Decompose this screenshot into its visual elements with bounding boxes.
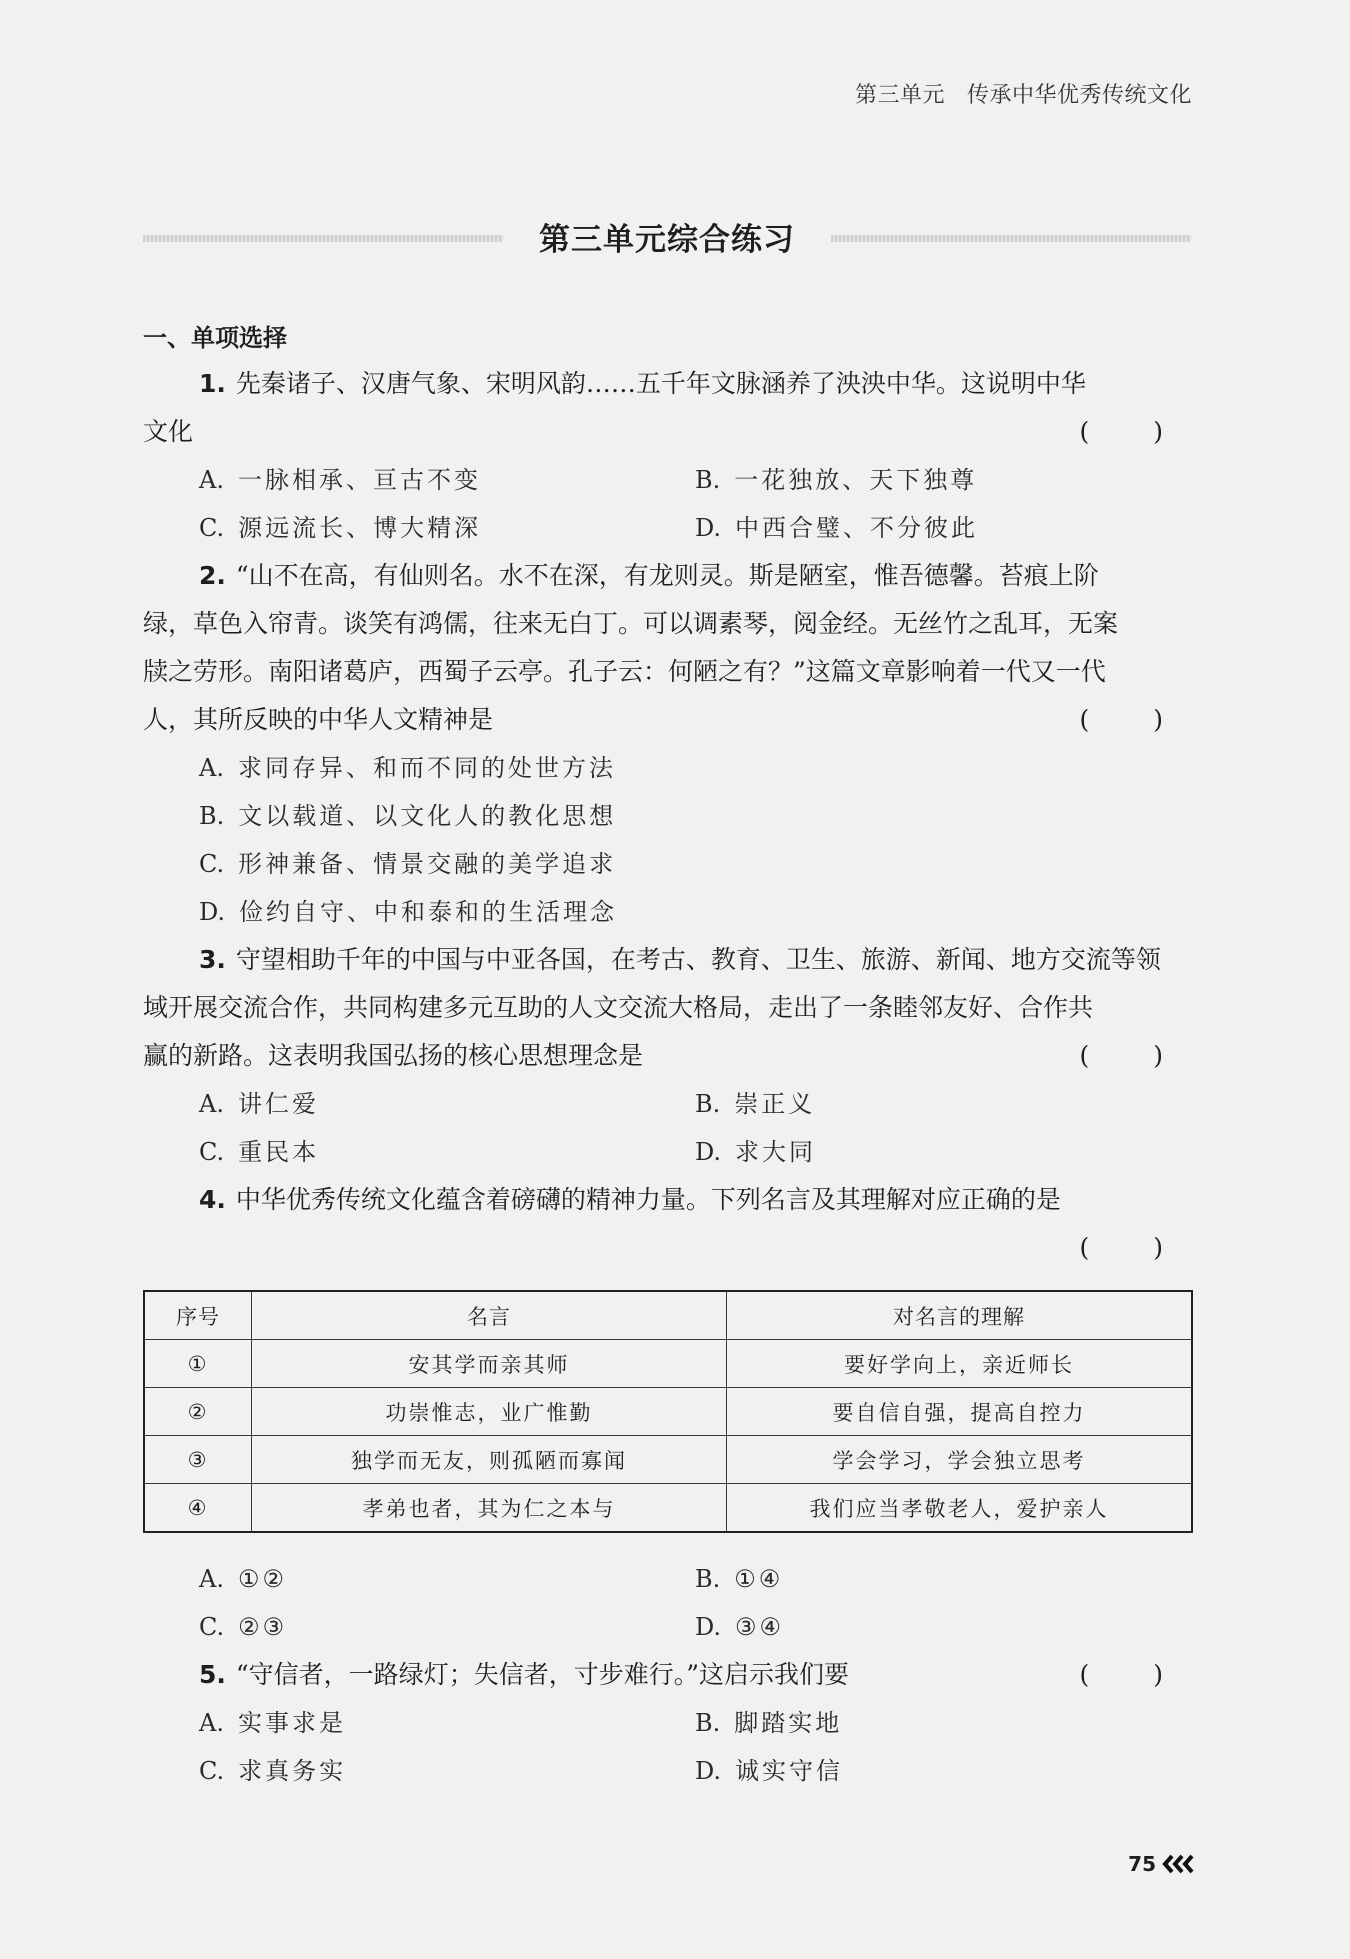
- option-a[interactable]: [143, 1080, 695, 1128]
- option-d[interactable]: [695, 1128, 1191, 1176]
- option-text: ①④: [734, 1565, 784, 1593]
- question-number: 2.: [199, 561, 226, 590]
- unit-label: 第三单元: [854, 83, 945, 108]
- row-understanding: 学会学习，学会独立思考: [727, 1436, 1193, 1484]
- options-row: [143, 504, 1191, 552]
- question-line: [143, 1176, 1191, 1224]
- option-letter: C.: [199, 514, 225, 542]
- question-text: 文化: [143, 417, 194, 446]
- option-text: 中西合璧、不分彼此: [735, 514, 979, 542]
- page-title: 第三单元综合练习: [539, 222, 795, 258]
- question-4: [143, 1176, 1191, 1651]
- option-text: 一花独放、天下独尊: [734, 466, 978, 494]
- option-letter: B.: [695, 1565, 721, 1593]
- column-header-understanding: 对名言的理解: [727, 1291, 1193, 1340]
- table-header-row: [144, 1291, 1192, 1340]
- option-text: 脚踏实地: [734, 1709, 843, 1737]
- option-letter: A.: [199, 754, 224, 782]
- table-row: [144, 1436, 1192, 1484]
- row-understanding: 要好学向上，亲近师长: [727, 1340, 1193, 1388]
- question-text: 守望相助千年的中国与中亚各国，在考古、教育、卫生、旅游、新闻、地方交流等领: [235, 945, 1161, 974]
- column-header-quote: 名言: [252, 1291, 727, 1340]
- option-text: 文以载道、以文化人的教化思想: [238, 802, 617, 830]
- row-index: ③: [144, 1436, 252, 1484]
- option-text: ③④: [735, 1613, 785, 1641]
- option-text: 一脉相承、亘古不变: [237, 466, 481, 494]
- answer-blank[interactable]: ( ): [1079, 1233, 1191, 1262]
- option-letter: D.: [695, 1613, 722, 1641]
- unit-title: 传承中华优秀传统文化: [966, 83, 1192, 108]
- options-row: [143, 1699, 1191, 1747]
- option-d[interactable]: [143, 888, 1191, 936]
- option-d[interactable]: [695, 504, 1191, 552]
- question-line: [143, 408, 1191, 456]
- option-text: 重民本: [238, 1138, 320, 1166]
- options-row: [143, 1555, 1191, 1603]
- question-text: 中华优秀传统文化蕴含着磅礴的精神力量。下列名言及其理解对应正确的是: [235, 1185, 1061, 1214]
- options-row: [143, 456, 1191, 504]
- row-quote: 独学而无友，则孤陋而寡闻: [252, 1436, 727, 1484]
- option-text: 崇正义: [734, 1090, 816, 1118]
- options-row: [143, 1128, 1191, 1176]
- option-b[interactable]: [695, 456, 1191, 504]
- option-c[interactable]: [143, 1128, 695, 1176]
- question-number: 3.: [199, 945, 226, 974]
- quotes-table: [143, 1290, 1193, 1533]
- options-row: [143, 1603, 1191, 1651]
- table-row: [144, 1340, 1192, 1388]
- option-c[interactable]: [143, 840, 1191, 888]
- title-rule-right: [831, 235, 1191, 242]
- options-row: [143, 1747, 1191, 1795]
- running-header: [855, 78, 1192, 109]
- question-text: “山不在高，有仙则名。水不在深，有龙则灵。斯是陋室，惟吾德馨。苔痕上阶: [235, 561, 1099, 590]
- options-row: [143, 1080, 1191, 1128]
- answer-blank[interactable]: ( ): [1079, 1660, 1191, 1689]
- section-title: 一、单项选择: [143, 324, 287, 352]
- question-line: [143, 984, 1191, 1032]
- question-line: [143, 696, 1191, 744]
- row-index: ②: [144, 1388, 252, 1436]
- option-a[interactable]: [143, 1699, 695, 1747]
- option-text: 诚实守信: [735, 1757, 844, 1785]
- table-row: [144, 1388, 1192, 1436]
- option-a[interactable]: [143, 1555, 695, 1603]
- question-line: [143, 360, 1191, 408]
- option-letter: C.: [199, 1138, 225, 1166]
- option-a[interactable]: [143, 744, 1191, 792]
- questions: [143, 360, 1191, 1795]
- question-text: “守信者，一路绿灯；失信者，寸步难行。”这启示我们要: [235, 1660, 849, 1689]
- answer-blank[interactable]: ( ): [1079, 705, 1191, 734]
- question-line: [143, 1032, 1191, 1080]
- option-text: ②③: [238, 1613, 288, 1641]
- option-letter: A.: [199, 1709, 224, 1737]
- option-b[interactable]: [143, 792, 1191, 840]
- option-letter: C.: [199, 1613, 225, 1641]
- question-text: 先秦诸子、汉唐气象、宋明风韵……五千年文脉涵养了泱泱中华。这说明中华: [235, 369, 1086, 398]
- row-quote: 孝弟也者，其为仁之本与: [252, 1484, 727, 1533]
- option-letter: C.: [199, 1757, 225, 1785]
- option-text: 求大同: [735, 1138, 817, 1166]
- option-b[interactable]: [695, 1080, 1191, 1128]
- question-text: 域开展交流合作，共同构建多元互助的人文交流大格局，走出了一条睦邻友好、合作共: [143, 993, 1094, 1022]
- question-line: [143, 1651, 1191, 1699]
- page-number: 75: [1128, 1852, 1156, 1876]
- option-b[interactable]: [695, 1555, 1191, 1603]
- answer-blank[interactable]: ( ): [1079, 417, 1191, 446]
- option-letter: D.: [695, 514, 722, 542]
- row-index: ①: [144, 1340, 252, 1388]
- option-d[interactable]: [695, 1603, 1191, 1651]
- option-text: 讲仁爱: [237, 1090, 319, 1118]
- option-letter: A.: [199, 1090, 224, 1118]
- question-text: 牍之劳形。南阳诸葛庐，西蜀子云亭。孔子云：何陋之有？”这篇文章影响着一代又一代: [143, 657, 1106, 686]
- option-text: 俭约自守、中和泰和的生活理念: [239, 898, 618, 926]
- option-letter: B.: [199, 802, 225, 830]
- question-1: [143, 360, 1191, 552]
- question-5: [143, 1651, 1191, 1795]
- option-text: ①②: [237, 1565, 287, 1593]
- row-index: ④: [144, 1484, 252, 1533]
- option-letter: C.: [199, 850, 225, 878]
- option-b[interactable]: [695, 1699, 1191, 1747]
- question-line: [143, 1224, 1191, 1272]
- table-row: [144, 1484, 1192, 1533]
- row-quote: 功崇惟志，业广惟勤: [252, 1388, 727, 1436]
- question-3: [143, 936, 1191, 1176]
- option-d[interactable]: [695, 1747, 1191, 1795]
- question-number: 5.: [199, 1660, 226, 1689]
- option-letter: B.: [695, 1709, 721, 1737]
- option-c[interactable]: [143, 504, 695, 552]
- option-text: 源远流长、博大精深: [238, 514, 482, 542]
- option-text: 求真务实: [238, 1757, 347, 1785]
- option-text: 求同存异、和而不同的处世方法: [237, 754, 616, 782]
- option-letter: D.: [695, 1138, 722, 1166]
- question-line: [143, 552, 1191, 600]
- row-understanding: 要自信自强，提高自控力: [727, 1388, 1193, 1436]
- page-footer: [1128, 1852, 1198, 1876]
- question-2: [143, 552, 1191, 936]
- option-letter: D.: [695, 1757, 722, 1785]
- question-text: 人，其所反映的中华人文精神是: [143, 705, 494, 734]
- option-letter: B.: [695, 466, 721, 494]
- answer-blank[interactable]: ( ): [1079, 1041, 1191, 1070]
- option-c[interactable]: [143, 1603, 695, 1651]
- question-line: [143, 600, 1191, 648]
- option-letter: A.: [199, 1565, 224, 1593]
- option-text: 形神兼备、情景交融的美学追求: [238, 850, 617, 878]
- question-text: 绿，草色入帘青。谈笑有鸿儒，往来无白丁。可以调素琴，阅金经。无丝竹之乱耳，无案: [143, 609, 1119, 638]
- option-letter: B.: [695, 1090, 721, 1118]
- column-header-index: 序号: [144, 1291, 252, 1340]
- triple-chevron-left-icon: [1162, 1854, 1198, 1874]
- option-letter: D.: [199, 898, 226, 926]
- option-a[interactable]: [143, 456, 695, 504]
- question-text: 赢的新路。这表明我国弘扬的核心思想理念是: [143, 1041, 644, 1070]
- option-text: 实事求是: [237, 1709, 346, 1737]
- question-line: [143, 648, 1191, 696]
- question-number: 1.: [199, 369, 226, 398]
- question-line: [143, 936, 1191, 984]
- question-number: 4.: [199, 1185, 226, 1214]
- option-letter: A.: [199, 466, 224, 494]
- row-understanding: 我们应当孝敬老人，爱护亲人: [727, 1484, 1193, 1533]
- option-c[interactable]: [143, 1747, 695, 1795]
- title-row: [143, 210, 1191, 266]
- row-quote: 安其学而亲其师: [252, 1340, 727, 1388]
